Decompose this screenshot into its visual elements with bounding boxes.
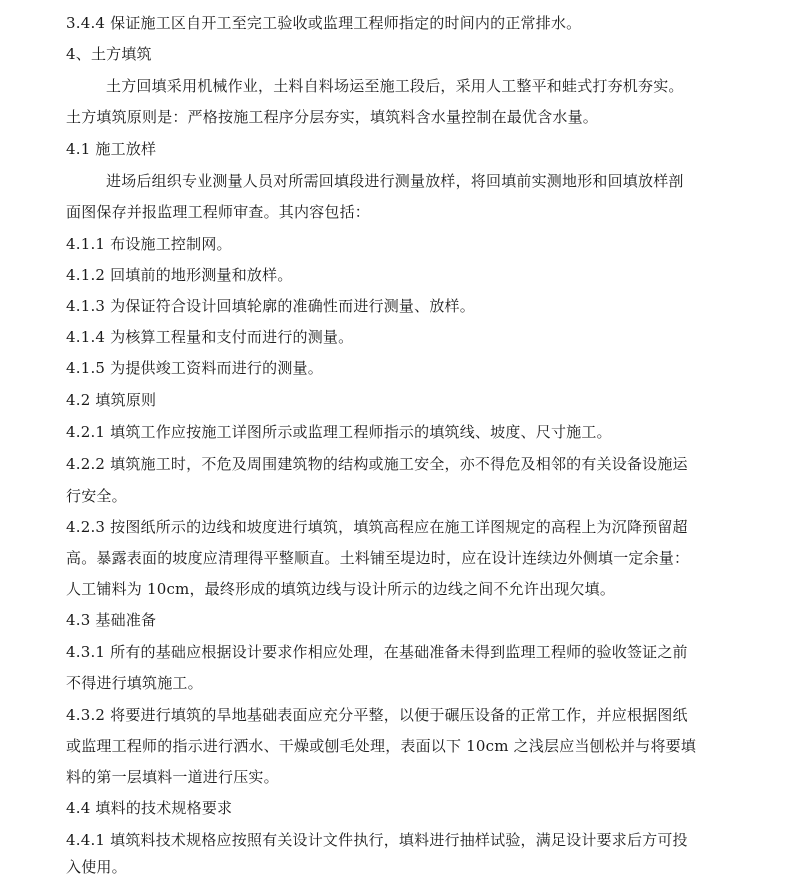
list-item: 4.2.3 按图纸所示的边线和坡度进行填筑，填筑高程应在施工详图规定的高程上为沉降预留超 <box>66 518 688 536</box>
paragraph-line: 土方回填采用机械作业，土料自料场运至施工段后，采用人工整平和蛙式打夯机夯实。 <box>106 77 684 95</box>
paragraph-line: 行安全。 <box>66 487 127 505</box>
list-item: 4.4.1 填筑料技术规格应按照有关设计文件执行，填料进行抽样试验，满足设计要求后方可投 <box>66 831 688 849</box>
paragraph-line: 进场后组织专业测量人员对所需回填段进行测量放样，将回填前实测地形和回填放样剖 <box>106 172 684 190</box>
list-item: 4.1.2 回填前的地形测量和放样。 <box>66 266 293 284</box>
paragraph-line: 土方填筑原则是：严格按施工程序分层夯实，填筑料含水量控制在最优含水量。 <box>66 108 599 126</box>
list-item: 4.1.4 为核算工程量和支付而进行的测量。 <box>66 328 354 346</box>
list-item: 4.3.1 所有的基础应根据设计要求作相应处理，在基础准备未得到监理工程师的验收签证之前 <box>66 643 688 661</box>
section-heading: 4.2 填筑原则 <box>66 391 157 409</box>
list-item: 4.1.5 为提供竣工资料而进行的测量。 <box>66 359 323 377</box>
paragraph-line: 高。暴露表面的坡度应清理得平整顺直。土料铺至堤边时，应在设计连续边外侧填一定余量： <box>66 549 690 567</box>
section-heading: 4.4 填料的技术规格要求 <box>66 799 233 817</box>
list-item: 4.3.2 将要进行填筑的旱地基础表面应充分平整，以便于碾压设备的正常工作，并应根据图纸 <box>66 706 688 724</box>
list-item: 4.2.1 填筑工作应按施工详图所示或监理工程师指示的填筑线、坡度、尺寸施工。 <box>66 423 612 441</box>
paragraph-line: 或监理工程师的指示进行洒水、干燥或刨毛处理，表面以下 10cm 之浅层应当刨松并与将要填 <box>66 737 697 755</box>
paragraph-line: 入使用。 <box>66 858 127 876</box>
section-heading: 4.1 施工放样 <box>66 140 157 158</box>
section-heading: 4、土方填筑 <box>66 45 152 63</box>
paragraph-line: 人工铺料为 10cm，最终形成的填筑边线与设计所示的边线之间不允许出现欠填。 <box>66 580 616 598</box>
paragraph-line: 面图保存并报监理工程师审查。其内容包括： <box>66 203 371 221</box>
section-heading: 4.3 基础准备 <box>66 611 157 629</box>
paragraph-line: 料的第一层填料一道进行压实。 <box>66 768 279 786</box>
list-item: 4.1.1 布设施工控制网。 <box>66 235 232 253</box>
paragraph-line: 3.4.4 保证施工区自开工至完工验收或监理工程师指定的时间内的正常排水。 <box>66 14 582 32</box>
paragraph-line: 不得进行填筑施工。 <box>66 674 203 692</box>
list-item: 4.2.2 填筑施工时，不危及周围建筑物的结构或施工安全，亦不得危及相邻的有关设备设施运 <box>66 455 688 473</box>
list-item: 4.1.3 为保证符合设计回填轮廓的准确性而进行测量、放样。 <box>66 297 475 315</box>
